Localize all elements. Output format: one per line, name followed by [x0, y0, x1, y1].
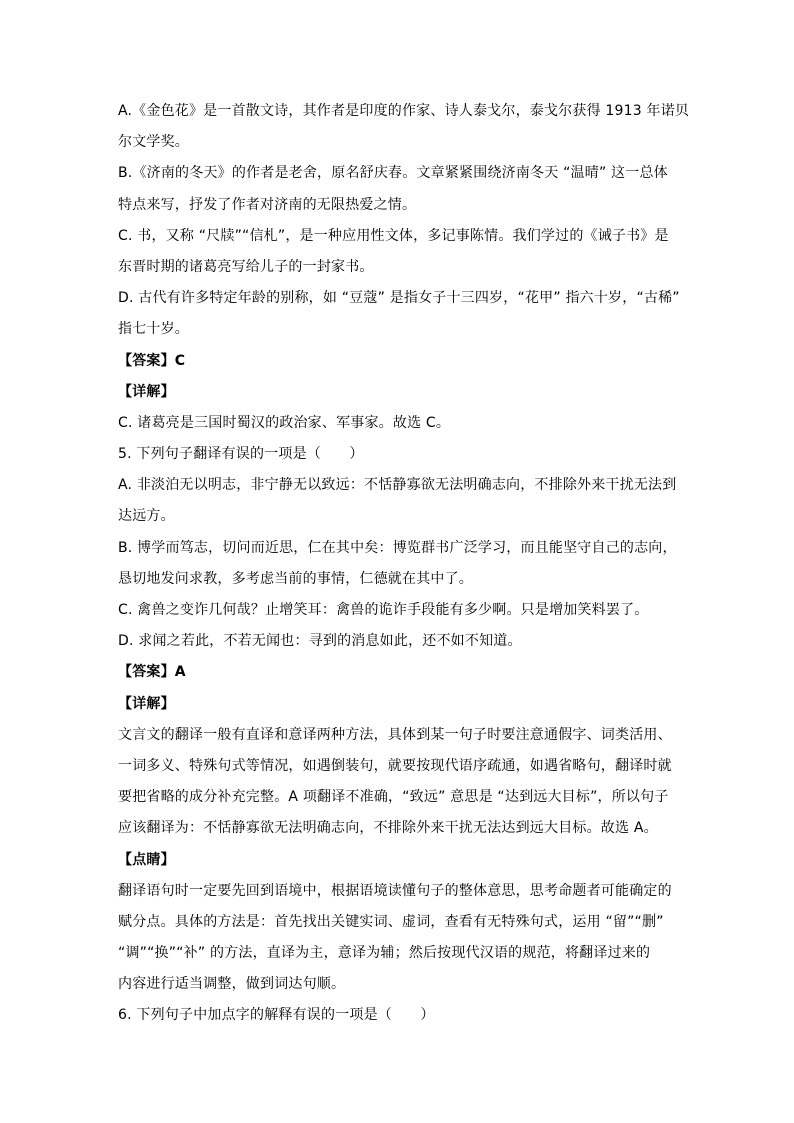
text-line: C. 书，又称 “尺牍”“信札”，是一种应用性文体，多记事陈情。我们学过的《诫子书》是: [118, 227, 669, 244]
document-page: [118, 101, 688, 1037]
text-line: 指七十岁。: [118, 321, 189, 338]
text-line: 6. 下列句子中加点字的解释有误的一项是（ ）: [118, 1007, 435, 1024]
text-line: A. 非淡泊无以明志，非宁静无以致远：不恬静寡欲无法明确志向，不排除外来干扰无法到: [118, 477, 677, 494]
text-line: 特点来写，抒发了作者对济南的无限热爱之情。: [118, 196, 417, 213]
text-line: B.《济南的冬天》的作者是老舍，原名舒庆春。文章紧紧围绕济南冬天 “温晴” 这一总体: [118, 165, 668, 182]
text-line: 一词多义、特殊句式等情况，如遇倒装句，就要按现代语序疏通，如遇省略句，翻译时就: [118, 757, 672, 774]
text-line: 东晋时期的诸葛亮写给儿子的一封家书。: [118, 258, 374, 275]
text-line: D. 古代有许多特定年龄的别称，如 “豆蔻” 是指女子十三四岁，“花甲” 指六十岁，“古稀”: [118, 290, 680, 307]
text-line: D. 求闻之若此，不若无闻也：寻到的消息如此，还不如不知道。: [118, 633, 522, 650]
text-line: 达远方。: [118, 508, 175, 525]
text-line: 5. 下列句子翻译有误的一项是（ ）: [118, 446, 364, 463]
text-line: 文言文的翻译一般有直译和意译两种方法，具体到某一句子时要注意通假字、词类活用、: [118, 726, 672, 743]
text-line: 要把省略的成分补充完整。A 项翻译不准确，“致远” 意思是 “达到远大目标”，所以句子: [118, 789, 669, 806]
section-heading: 【点睛】: [118, 851, 175, 868]
text-line: 恳切地发问求教，多考虑当前的事情，仁德就在其中了。: [118, 570, 473, 587]
text-line: “调”“换”“补” 的方法，直译为主，意译为辅；然后按现代汉语的规范，将翻译过来的: [118, 945, 651, 962]
text-line: B. 博学而笃志，切问而近思，仁在其中矣：博览群书广泛学习，而且能坚守自己的志向，: [118, 539, 677, 556]
section-heading: 【详解】: [118, 383, 175, 400]
section-heading: 【答案】C: [118, 352, 186, 369]
text-line: 翻译语句时一定要先回到语境中，根据语境读懂句子的整体意思，思考命题者可能确定的: [118, 882, 672, 899]
section-heading: 【详解】: [118, 695, 175, 712]
text-line: 尔文学奖。: [118, 134, 189, 151]
text-line: C. 诸葛亮是三国时蜀汉的政治家、军事家。故选 C。: [118, 414, 451, 431]
text-line: A.《金色花》是一首散文诗，其作者是印度的作家、诗人泰戈尔，泰戈尔获得 1913 年诺贝: [118, 103, 690, 119]
text-line: 内容进行适当调整，做到词达句顺。: [118, 976, 346, 993]
text-line: C. 禽兽之变诈几何哉？止增笑耳：禽兽的诡诈手段能有多少啊。只是增加笑料罢了。: [118, 602, 649, 618]
text-line: 赋分点。具体的方法是：首先找出关键实词、虚词，查看有无特殊句式，运用 “留”“删”: [118, 913, 664, 930]
section-heading: 【答案】A: [118, 664, 186, 681]
text-line: 应该翻译为：不恬静寡欲无法明确志向，不排除外来干扰无法达到远大目标。故选 A。: [118, 820, 658, 837]
